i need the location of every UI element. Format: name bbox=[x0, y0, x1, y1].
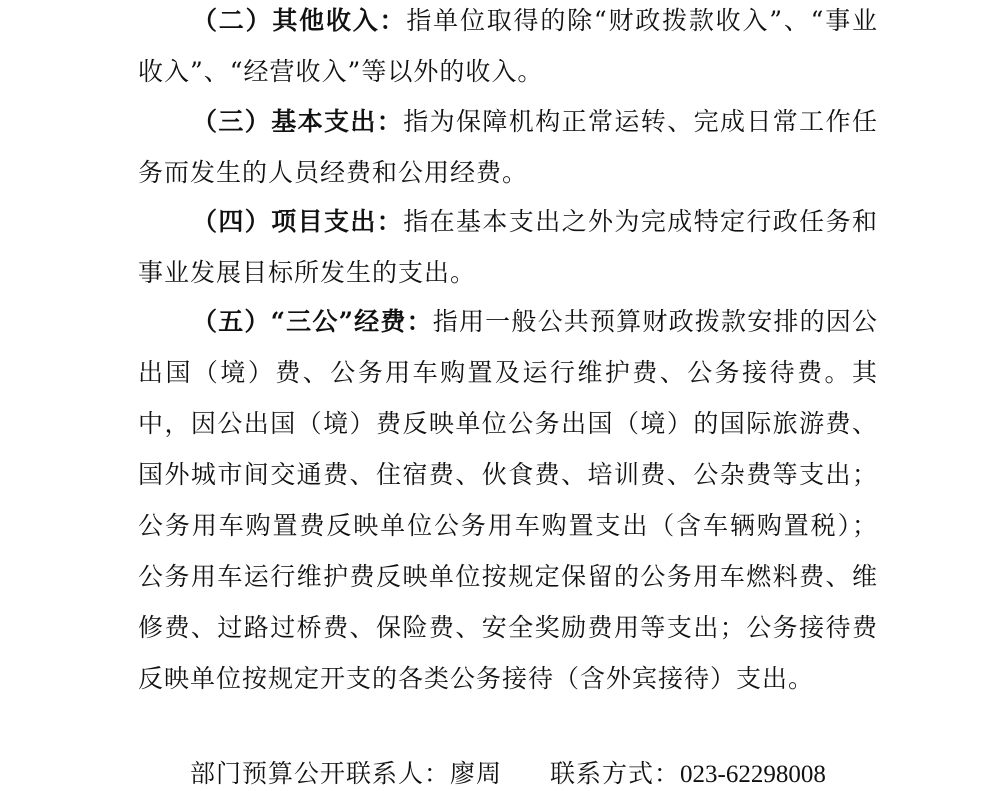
contact-person-label: 部门预算公开联系人： bbox=[190, 759, 451, 788]
definition-text: 指单位取得的除“财政拨款收入”、“事业收入”、“经营收入”等以外的收入。 bbox=[138, 6, 878, 86]
definition-basic-expenditure bbox=[138, 96, 878, 198]
contact-phone: 023-62298008 bbox=[680, 761, 826, 788]
contact-line bbox=[190, 758, 826, 791]
definition-other-income bbox=[138, 0, 878, 97]
definition-project-expenditure bbox=[138, 196, 878, 298]
definition-term: （三）基本支出： bbox=[192, 107, 404, 136]
contact-person-name: 廖周 bbox=[450, 759, 503, 788]
definition-term: （五）“三公”经费： bbox=[192, 307, 433, 336]
definition-three-public-expenses bbox=[138, 296, 878, 704]
contact-phone-label: 联系方式： bbox=[550, 759, 681, 788]
definition-term: （四）项目支出： bbox=[192, 207, 404, 236]
definition-text: 指在基本支出之外为完成特定行政任务和事业发展目标所发生的支出。 bbox=[138, 207, 878, 287]
definition-term: （二）其他收入： bbox=[192, 6, 407, 35]
definition-text: 指用一般公共预算财政拨款安排的因公出国（境）费、公务用车购置及运行维护费、公务接待费。其中，因公出国（境）费反映单位公务出国（境）的国际旅游费、国外城市间交通费、住宿费、伙食费、培训费、公杂费等支出；公务用车购置费反映单位公务用车购置支出（含车辆购置税）；公务用车运行维护费反映单位按规定保留的公务用车燃料费、维修费、过路过桥费、保险费、安全奖励费用等支出；公务接待费反映单位按规定开支的各类公务接待（含外宾接待）支出。 bbox=[138, 307, 878, 693]
definition-text: 指为保障机构正常运转、完成日常工作任务而发生的人员经费和公用经费。 bbox=[138, 107, 878, 187]
